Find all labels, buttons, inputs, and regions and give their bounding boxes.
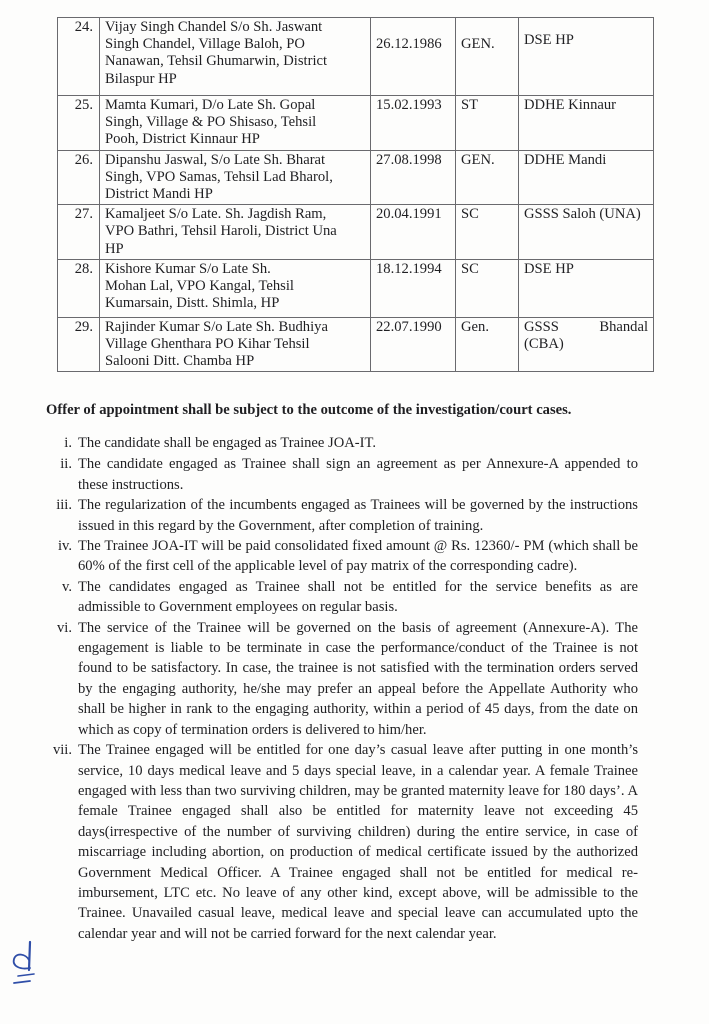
place-of-posting: DDHE Mandi [519, 150, 654, 205]
candidate-name-address: Kishore Kumar S/o Late Sh. Mohan Lal, VPO Kangal, Tehsil Kumarsain, Distt. Shimla, HP [100, 259, 371, 317]
list-item [46, 495, 638, 536]
place-of-posting: GSSS Saloh (UNA) [519, 205, 654, 260]
place-of-posting: DDHE Kinnaur [519, 96, 654, 151]
item-text: The service of the Trainee will be governed on the basis of agreement (Annexure-A). The engagement is liable to be terminate in case the performance/conduct of the Trainee is not found to be satisfactory. In case, the trainee is not satisfied with the termination orders served by the engaging authority, he/she may prefer an appeal before the Appellate Authority who shall be higher in rank to the engaging authority, within a period of 45 days, from the date on which as copy of termination orders is delivered to him/her. [78, 619, 638, 738]
candidate-name-address: Mamta Kumari, D/o Late Sh. Gopal Singh, Village & PO Shisaso, Tehsil Pooh, District Kinnaur HP [100, 96, 371, 151]
item-number: iii. [56, 497, 72, 514]
list-item [46, 577, 638, 618]
item-number: vii. [52, 742, 72, 759]
serial-number: 24. [58, 18, 100, 96]
table-row [58, 18, 654, 96]
serial-number: 25. [58, 96, 100, 151]
table-row [58, 205, 654, 260]
serial-number: 27. [58, 205, 100, 260]
list-item [46, 454, 638, 495]
section-heading: Offer of appointment shall be subject to the outcome of the investigation/court cases. [46, 402, 572, 418]
item-text: The candidate engaged as Trainee shall sign an agreement as per Annexure-A appended to these instructions. [78, 456, 638, 493]
serial-number: 28. [58, 259, 100, 317]
date-of-birth: 20.04.1991 [371, 205, 456, 260]
date-of-birth: 26.12.1986 [371, 18, 456, 96]
candidate-name-address: Vijay Singh Chandel S/o Sh. Jaswant Singh Chandel, Village Baloh, PO Nanawan, Tehsil Ghumarwin, District Bilaspur HP [100, 18, 371, 96]
item-text: The Trainee engaged will be entitled for one day’s casual leave after putting in one month’s service, 10 days medical leave and 5 days special leave, in a calendar year. A female Trainee engaged with less than two surviving children, may be granted maternity leave for 180 days’. A female Trainee engaged shall also be entitled for maternity leave not exceeding 45 days(irrespective of the number of surviving children) during the entire service, in case of miscarriage including abortion, on production of medical certificate issued by the authorized Government Medical Officer. A Trainee engaged shall not be entitled for medical re-imbursement, LTC etc. No leave of any other kind, except above, will be admissible to the Trainee. Unavailed casual leave, medical leave and special leave can accumulated upto the calendar year and will not be carried forward for the next calendar year. [78, 742, 638, 942]
item-number: vi. [57, 619, 72, 636]
serial-number: 29. [58, 317, 100, 372]
item-text: The candidates engaged as Trainee shall not be entitled for the service benefits as are admissible to Government employees on regular basis. [78, 578, 638, 616]
category: ST [456, 96, 519, 151]
candidate-name-address: Rajinder Kumar S/o Late Sh. Budhiya Village Ghenthara PO Kihar Tehsil Salooni Ditt. Chamba HP [100, 317, 371, 372]
item-text: The Trainee JOA-IT will be paid consolidated fixed amount @ Rs. 12360/- PM (which shall be 60% of the first cell of the applicable level of pay matrix of the corresponding cadre). [78, 538, 638, 575]
list-item [46, 618, 638, 740]
candidate-table [57, 17, 654, 372]
conditions-list [46, 433, 638, 944]
table-row [58, 150, 654, 205]
candidate-name-address: Dipanshu Jaswal, S/o Late Sh. Bharat Singh, VPO Samas, Tehsil Lad Bharol, District Mandi HP [100, 150, 371, 205]
item-number: iv. [57, 538, 72, 555]
table-row [58, 96, 654, 151]
place-of-posting: GSSS Bhandal (CBA) [519, 317, 654, 372]
item-number: i. [64, 435, 72, 451]
candidate-name-address: Kamaljeet S/o Late. Sh. Jagdish Ram, VPO Bathri, Tehsil Haroli, District Una HP [100, 205, 371, 260]
category: SC [456, 259, 519, 317]
serial-number: 26. [58, 150, 100, 205]
category: Gen. [456, 317, 519, 372]
list-item [46, 433, 638, 453]
item-text: The candidate shall be engaged as Trainee JOA-IT. [78, 435, 376, 451]
category: GEN. [456, 18, 519, 96]
signature-initials-icon [8, 940, 38, 986]
item-text: The regularization of the incumbents engaged as Trainees will be governed by the instructions issued in this regard by the Government, after completion of training. [78, 497, 638, 534]
date-of-birth: 27.08.1998 [371, 150, 456, 205]
category: GEN. [456, 150, 519, 205]
category: SC [456, 205, 519, 260]
date-of-birth: 22.07.1990 [371, 317, 456, 372]
date-of-birth: 18.12.1994 [371, 259, 456, 317]
item-number: ii. [60, 456, 72, 473]
list-item [46, 536, 638, 577]
place-of-posting: DSE HP [519, 18, 654, 96]
table-row [58, 259, 654, 317]
table-row [58, 317, 654, 372]
list-item [46, 740, 638, 944]
item-number: v. [62, 578, 72, 595]
place-of-posting: DSE HP [519, 259, 654, 317]
date-of-birth: 15.02.1993 [371, 96, 456, 151]
